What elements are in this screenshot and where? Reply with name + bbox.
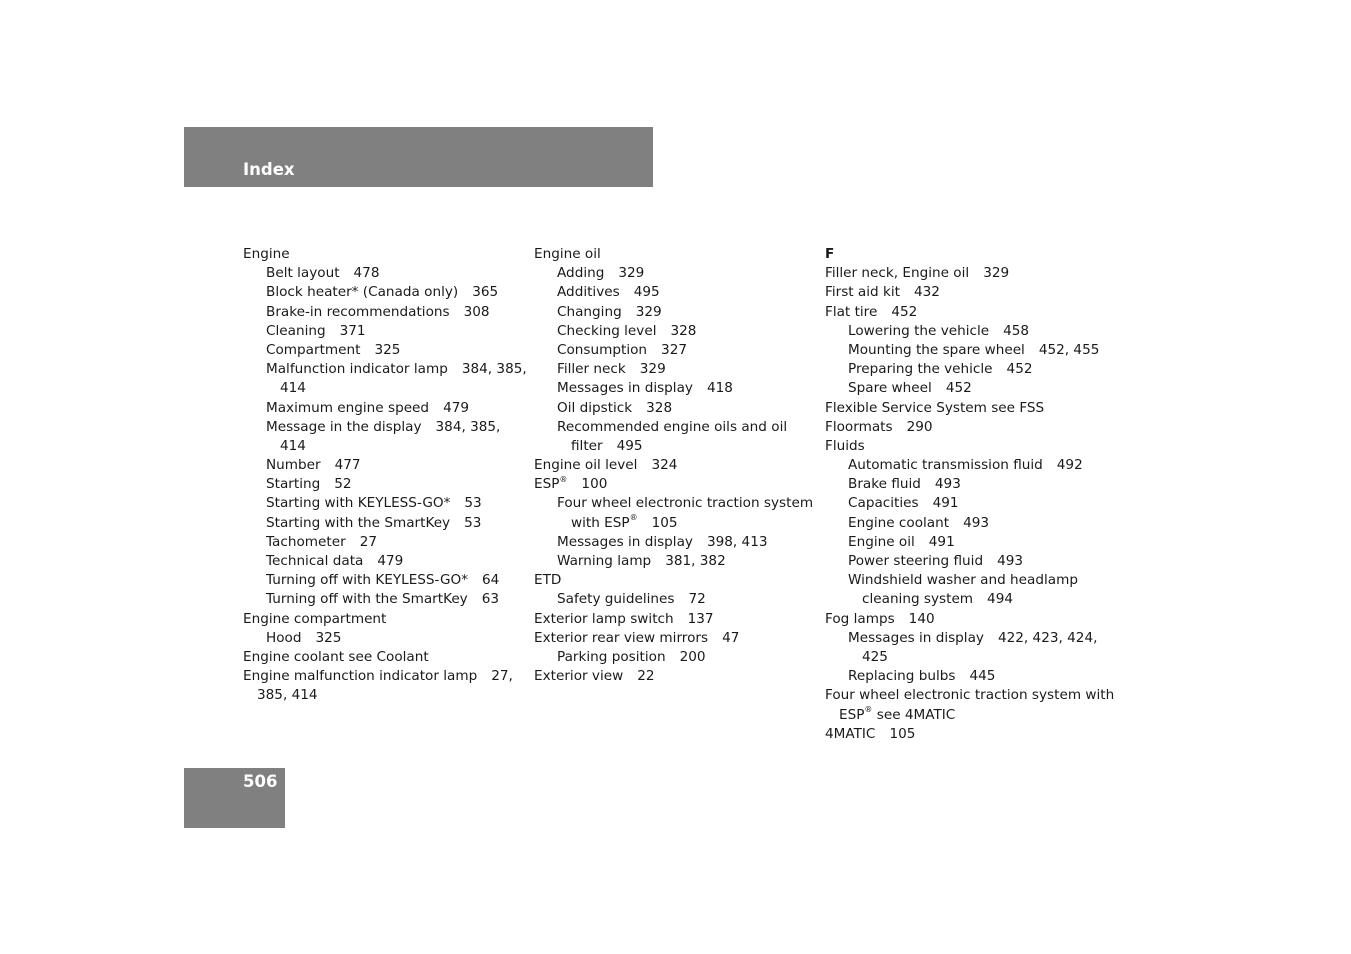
index-continuation[interactable] [825,706,1115,725]
entry-pages: 478 [353,265,380,282]
index-subentry[interactable] [243,341,528,360]
entry-text: Message in the display [266,418,422,435]
entry-pages: 494 [987,591,1013,608]
entry-pages: 491 [932,495,959,512]
entry-pages: 72 [688,591,706,608]
entry-text: Messages in display [557,380,693,397]
entry-pages: 328 [670,322,697,339]
index-entry [825,686,1115,705]
entry-text: 414 [280,380,306,397]
entry-pages: 477 [334,457,361,474]
entry-text: Messages in display [557,533,693,550]
entry-text: Engine coolant [848,514,950,531]
entry-pages: 458 [1003,322,1030,339]
index-subentry[interactable] [243,629,528,648]
entry-text: Exterior view [534,668,624,685]
index-continuation [243,437,528,456]
entry-text: Warning lamp [557,553,652,569]
index-entry[interactable] [825,283,1115,302]
entry-text: Oil dipstick [557,399,633,416]
entry-pages: 452 [891,303,918,320]
index-subentry[interactable] [825,533,1115,552]
entry-pages: 64 [482,572,500,589]
entry-pages: 479 [443,399,470,416]
index-subentry [534,418,819,437]
page-title: Index [243,160,295,179]
index-entry[interactable] [825,418,1115,437]
entry-text: ETD [534,572,562,589]
entry-pages: 445 [969,668,996,685]
entry-text: Turning off with KEYLESS-GO* [266,572,468,589]
entry-text: Flexible Service System see FSS [825,399,1045,416]
entry-pages: 418 [706,380,733,397]
entry-text: Starting with KEYLESS-GO* [266,495,451,512]
index-continuation [243,686,528,705]
index-entry[interactable] [534,667,819,686]
index-subentry[interactable] [534,533,819,552]
index-subentry[interactable] [243,590,528,609]
entry-pages: 493 [934,476,961,493]
entry-text: Exterior rear view mirrors [534,629,709,646]
index-subentry [825,571,1115,590]
index-column-3 [825,245,1115,744]
index-continuation [825,648,1115,667]
entry-pages: 100 [581,476,608,493]
index-subentry[interactable] [534,648,819,667]
index-subentry[interactable] [534,341,819,360]
index-entry[interactable] [534,456,819,475]
entry-text: ESP [534,476,560,493]
index-subentry[interactable] [825,475,1115,494]
entry-text: Engine coolant see Coolant [243,648,429,665]
index-subentry[interactable] [243,475,528,494]
index-entry [534,245,819,264]
entry-pages: 492 [1056,457,1083,474]
entry-pages: 491 [928,533,955,550]
entry-text: Exterior lamp switch [534,610,674,627]
index-subentry[interactable] [243,514,528,533]
index-subentry[interactable] [534,264,819,283]
entry-pages: 329 [983,265,1010,282]
entry-pages: 422, 423, 424, [997,629,1098,646]
entry-pages: 63 [481,591,500,608]
index-subentry[interactable] [243,552,528,571]
entry-text: Engine oil [534,246,601,262]
index-subentry[interactable] [534,303,819,322]
index-subentry[interactable] [825,552,1115,571]
entry-text: Windshield washer and headlamp [848,572,1078,589]
index-subentry[interactable] [825,494,1115,513]
entry-text: Filler neck [557,361,626,378]
index-subentry[interactable] [534,360,819,379]
registered-mark: ® [629,513,638,523]
entry-pages: 324 [651,457,678,474]
entry-pages: 325 [374,341,401,358]
index-entry[interactable] [825,264,1115,283]
entry-pages: 140 [908,610,935,627]
entry-pages: 495 [616,437,643,454]
page-number-tab [184,768,285,828]
index-subentry[interactable] [825,667,1115,686]
entry-pages: 137 [687,610,714,627]
header-bar [184,127,653,187]
entry-pages: 27 [359,533,377,550]
entry-pages: 52 [334,476,352,493]
entry-pages: 27, [491,668,513,685]
entry-text: Adding [557,265,605,282]
entry-text: Block heater* (Canada only) [266,284,459,301]
entry-text: Replacing bulbs [848,668,956,685]
entry-pages: 22 [637,668,655,685]
index-subentry[interactable] [534,399,819,418]
index-subentry[interactable] [534,322,819,341]
entry-pages: 325 [315,629,342,646]
entry-text: 4MATIC [825,725,876,742]
entry-text: Changing [557,303,622,320]
page-number: 506 [243,772,278,791]
entry-text: Belt layout [266,265,340,282]
entry-text: Fluids [825,437,865,454]
index-subentry[interactable] [534,379,819,398]
index-subentry[interactable] [534,283,819,302]
entry-pages: 452 [1006,361,1033,378]
entry-text: 385, 414 [257,687,318,704]
index-subentry[interactable] [534,590,819,609]
index-subentry[interactable] [825,629,1115,648]
index-continuation[interactable] [534,437,819,456]
entry-text: filter [571,437,603,454]
entry-text: Malfunction indicator lamp [266,361,448,378]
entry-text: Lowering the vehicle [848,322,990,339]
index-continuation[interactable] [534,514,819,533]
entry-pages: 479 [377,553,404,569]
entry-pages: 105 [651,514,678,531]
index-entry[interactable] [534,475,819,494]
registered-mark: ® [559,474,568,484]
entry-text: Cleaning [266,322,326,339]
entry-text: Flat tire [825,303,878,320]
index-continuation[interactable] [825,590,1115,609]
entry-suffix: see 4MATIC [872,706,956,723]
entry-text: First aid kit [825,284,900,301]
entry-text: ESP [839,706,865,723]
entry-text: Brake-in recommendations [266,303,450,320]
index-subentry[interactable] [243,399,528,418]
index-subentry [534,494,819,513]
entry-text: Automatic transmission fluid [848,457,1043,474]
index-entry[interactable] [825,399,1115,418]
entry-pages: 381, 382 [665,553,726,569]
entry-pages: 493 [963,514,990,531]
index-subentry[interactable] [243,533,528,552]
index-subentry[interactable] [243,494,528,513]
entry-text: cleaning system [862,591,974,608]
entry-text: Engine oil level [534,457,638,474]
entry-pages: 452 [945,380,972,397]
entry-pages: 329 [639,361,666,378]
entry-pages: 329 [618,265,645,282]
index-subentry[interactable] [534,552,819,571]
entry-text: Turning off with the SmartKey [266,591,468,608]
index-subentry[interactable] [825,379,1115,398]
entry-pages: 495 [633,284,660,301]
entry-pages: 329 [635,303,662,320]
entry-pages: 493 [997,553,1024,569]
entry-pages: 398, 413 [706,533,768,550]
entry-text: Preparing the vehicle [848,361,993,378]
index-entry[interactable] [243,648,528,667]
entry-text: Engine [243,246,290,262]
entry-text: Consumption [557,341,648,358]
entry-pages: 371 [339,322,366,339]
index-subentry[interactable] [243,456,528,475]
entry-text: Starting with the SmartKey [266,514,451,531]
entry-text: Engine malfunction indicator lamp [243,668,478,685]
entry-text: Compartment [266,341,361,358]
entry-pages: 384, 385, [461,361,527,378]
entry-text: Hood [266,629,302,646]
entry-pages: 365 [472,284,499,301]
entry-text: Checking level [557,322,657,339]
index-subentry[interactable] [825,322,1115,341]
index-subentry[interactable] [243,283,528,302]
entry-text: Four wheel electronic traction system with [825,687,1115,704]
entry-text: Technical data [266,553,364,569]
entry-text: 414 [280,437,306,454]
entry-text: Starting [266,476,321,493]
entry-text: 425 [862,648,888,665]
index-entry[interactable] [243,667,528,686]
entry-text: Number [266,457,321,474]
index-subentry[interactable] [825,514,1115,533]
entry-text: Spare wheel [848,380,932,397]
entry-text: Messages in display [848,629,984,646]
index-entry[interactable] [825,725,1115,744]
index-subentry[interactable] [243,303,528,322]
entry-pages: 290 [906,418,933,435]
entry-text: Filler neck, Engine oil [825,265,970,282]
entry-text: Recommended engine oils and oil [557,418,788,435]
entry-text: Safety guidelines [557,591,675,608]
index-entry[interactable] [534,629,819,648]
entry-pages: 328 [646,399,673,416]
index-subentry[interactable] [825,360,1115,379]
index-subentry[interactable] [243,418,528,437]
entry-pages: 327 [661,341,687,358]
entry-text: Power steering fluid [848,553,984,569]
entry-text: Engine compartment [243,610,387,627]
entry-text: F [825,246,835,262]
index-subentry[interactable] [825,456,1115,475]
index-entry [243,610,528,629]
index-entry [825,437,1115,456]
entry-text: Engine oil [848,533,915,550]
index-entry [534,571,819,590]
entry-text: Capacities [848,495,919,512]
entry-text: Tachometer [266,533,346,550]
section-letter [825,245,1115,264]
entry-pages: 200 [679,648,706,665]
entry-pages: 452, 455 [1038,341,1100,358]
entry-text: Fog lamps [825,610,895,627]
entry-text: Maximum engine speed [266,399,430,416]
entry-text: Floormats [825,418,893,435]
entry-pages: 432 [913,284,940,301]
entry-text: Parking position [557,648,666,665]
index-subentry[interactable] [243,571,528,590]
index-entry [243,245,528,264]
index-column-2 [534,245,819,686]
index-column-1 [243,245,528,706]
entry-pages: 53 [464,495,482,512]
index-subentry[interactable] [825,341,1115,360]
index-subentry[interactable] [243,360,528,379]
index-subentry[interactable] [243,264,528,283]
index-entry[interactable] [534,610,819,629]
entry-pages: 47 [722,629,740,646]
index-continuation [243,379,528,398]
entry-pages: 384, 385, [435,418,501,435]
index-subentry[interactable] [243,322,528,341]
entry-text: Additives [557,284,620,301]
entry-text: Brake fluid [848,476,921,493]
entry-pages: 308 [463,303,490,320]
entry-pages: 53 [464,514,482,531]
entry-text: with ESP [571,514,630,531]
entry-pages: 105 [889,725,916,742]
index-entry[interactable] [825,610,1115,629]
index-entry[interactable] [825,303,1115,322]
entry-text: Four wheel electronic traction system [557,495,814,512]
entry-text: Mounting the spare wheel [848,341,1025,358]
registered-mark: ® [864,704,873,714]
